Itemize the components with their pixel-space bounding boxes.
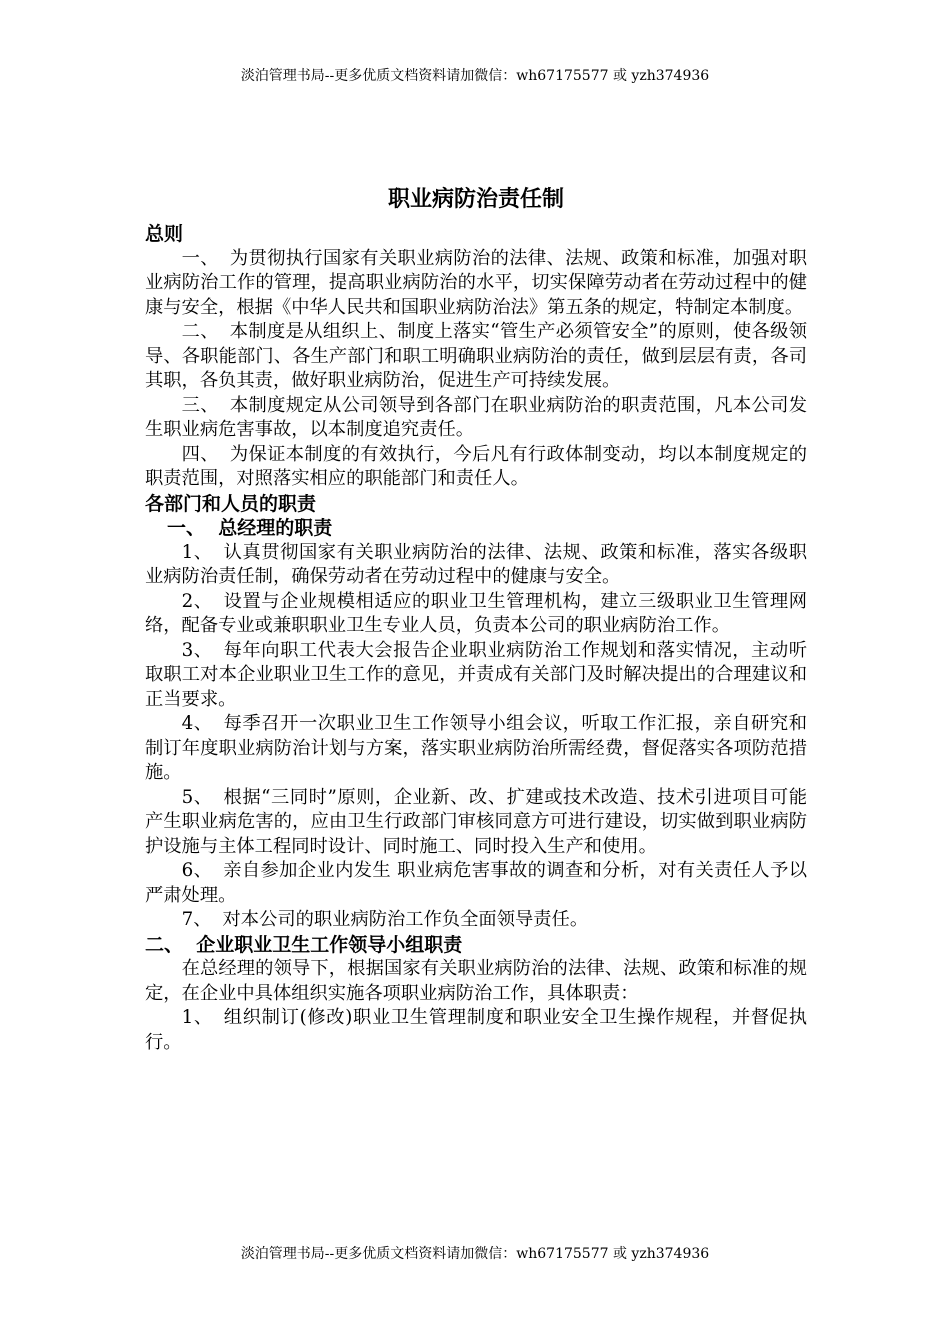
page-footer: 淡泊管理书局--更多优质文档资料请加微信：wh67175577 或 yzh374936 — [240, 1246, 710, 1262]
item-number: 3、 — [181, 639, 213, 661]
item-text: 每季召开一次职业卫生工作领导小组会议，听取工作汇报，亲自研究和制订年度职业病防治计划与方案，落实职业病防治所需经费，督促落实各项防范措施。 — [145, 713, 807, 783]
paragraph — [145, 639, 807, 713]
item-number: 1、 — [181, 1007, 213, 1028]
item-text: 根据“三同时”原则，企业新、改、扩建或技术改造、技术引进项目可能产生职业病危害的，应由卫生行政部门审核同意方可进行建设，切实做到职业病防护设施与主体工程同时设计、同时施工、同时投入生产和使用。 — [145, 786, 807, 857]
paragraph — [145, 712, 807, 786]
paragraph — [145, 1006, 807, 1055]
paragraph — [145, 394, 807, 443]
item-text: 本制度规定从公司领导到各部门在职业病防治的职责范围，凡本公司发生职业病危害事故，以本制度追究责任。 — [145, 394, 808, 440]
paragraph — [145, 859, 807, 908]
item-text: 认真贯彻国家有关职业病防治的法律、法规、政策和标准，落实各级职业病防治责任制，确保劳动者在劳动过程中的健康与安全。 — [145, 541, 807, 587]
document-body — [145, 183, 807, 1055]
section-heading-duties: 各部门和人员的职责 — [145, 492, 317, 515]
page-header: 淡泊管理书局--更多优质文档资料请加微信：wh67175577 或 yzh374936 — [240, 68, 710, 84]
paragraph — [145, 247, 807, 321]
item-text: 每年向职工代表大会报告企业职业病防治工作规划和落实情况，主动听取职工对本企业职业卫生工作的意见，并责成有关部门及时解决提出的合理建议和正当要求。 — [145, 639, 807, 710]
paragraph — [145, 786, 807, 860]
item-number: 三、 — [181, 394, 219, 416]
subsection-heading-gm: 一、 总经理的职责 — [167, 517, 333, 539]
subsection-heading-group: 二、 企业职业卫生工作领导小组职责 — [145, 933, 463, 956]
item-number: 二、 — [181, 321, 219, 342]
item-number: 1、 — [181, 541, 213, 563]
item-number: 一、 — [181, 247, 219, 269]
item-number: 4、 — [181, 713, 213, 734]
item-text: 组织制订(修改)职业卫生管理制度和职业安全卫生操作规程，并督促执行。 — [145, 1007, 807, 1053]
item-number: 2、 — [181, 590, 213, 612]
item-text: 对本公司的职业病防治工作负全面领导责任。 — [222, 909, 589, 930]
item-text: 设置与企业规模相适应的职业卫生管理机构，建立三级职业卫生管理网络，配备专业或兼职职业卫生专业人员，负责本公司的职业病防治工作。 — [145, 590, 807, 636]
paragraph — [145, 908, 807, 933]
paragraph — [145, 590, 807, 639]
document-title: 职业病防治责任制 — [387, 187, 564, 212]
paragraph — [145, 541, 807, 590]
item-number: 7、 — [181, 909, 212, 930]
item-number: 6、 — [181, 860, 213, 881]
paragraph — [145, 443, 807, 492]
item-text: 本制度是从组织上、制度上落实“管生产必须管安全”的原则，使各级领导、各职能部门、各生产部门和职工明确职业病防治的责任，做到层层有责，各司其职，各负其责，做好职业病防治，促进生产可持续发展。 — [145, 321, 807, 391]
item-text: 为贯彻执行国家有关职业病防治的法律、法规、政策和标准，加强对职业病防治工作的管理，提高职业病防治的水平，切实保障劳动者在劳动过程中的健康与安全，根据《中华人民共和国职业病防治法》第五条的规定，特制定本制度。 — [145, 247, 808, 318]
item-number: 5、 — [181, 786, 213, 808]
item-number: 四、 — [181, 443, 219, 465]
paragraph: 在总经理的领导下，根据国家有关职业病防治的法律、法规、政策和标准的规定，在企业中具体组织实施各项职业病防治工作，具体职责： — [145, 958, 807, 1004]
item-text: 为保证本制度的有效执行，今后凡有行政体制变动，均以本制度规定的职责范围，对照落实相应的职能部门和责任人。 — [145, 443, 808, 489]
paragraph — [145, 320, 807, 394]
item-text: 亲自参加企业内发生 职业病危害事故的调查和分析，对有关责任人予以严肃处理。 — [145, 860, 807, 906]
section-heading-general: 总则 — [145, 223, 184, 245]
